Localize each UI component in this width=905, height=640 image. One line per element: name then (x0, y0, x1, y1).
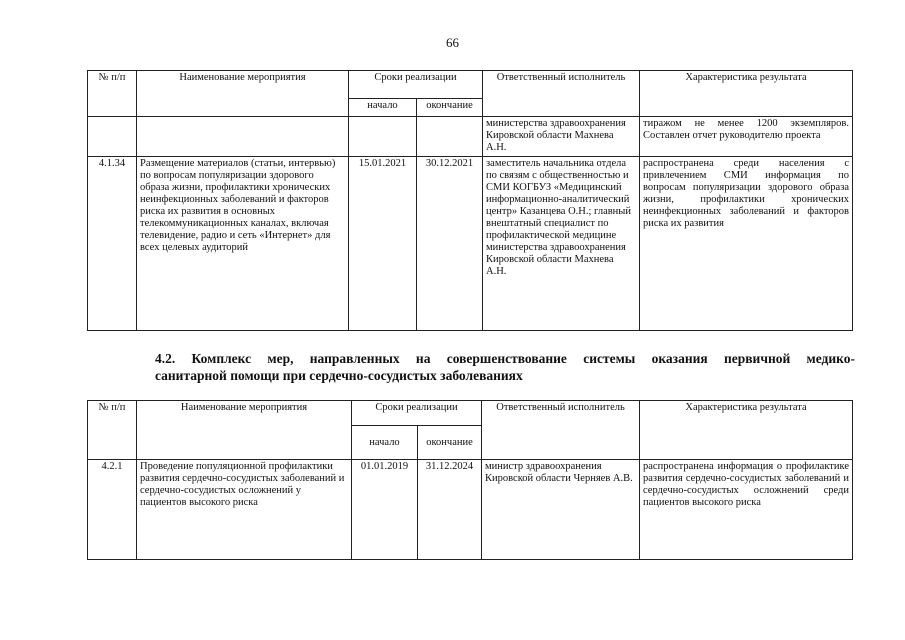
row-end: 31.12.2024 (418, 460, 482, 560)
section-heading-line1: 4.2. Комплекс мер, направленных на совершенствование системы оказания первичной медико- (155, 351, 855, 366)
measures-table-1 (87, 70, 853, 331)
row-result: тиражом не менее 1200 экземпляров. Составлен отчет руководителю проекта (640, 117, 853, 157)
row-responsible: заместитель начальника отдела по связям с общественностью и СМИ КОГБУЗ «Медицинский информационно-аналитический центр» Казанцева О.Н.; главный внештатный специалист по профилактической медицине министерства здравоохранения Кировской области Махнева А.Н. (483, 157, 640, 331)
header-name: Наименование мероприятия (137, 401, 352, 460)
section-heading (155, 350, 855, 384)
row-name: Размещение материалов (статьи, интервью) по вопросам популяризации здорового образа жизни, профилактики хронических неинфекционных заболеваний и факторов риска их развития в основных телекоммуникационных каналах, включая телевидение, радио и сеть «Интернет» для всех целевых аудиторий (137, 157, 349, 331)
header-end: окончание (417, 99, 483, 117)
header-end: окончание (418, 426, 482, 460)
row-num: 4.2.1 (88, 460, 137, 560)
table-row (88, 460, 853, 560)
header-responsible: Ответственный исполнитель (482, 401, 640, 460)
row-start: 15.01.2021 (349, 157, 417, 331)
row-responsible: министерства здравоохранения Кировской области Махнева А.Н. (483, 117, 640, 157)
page-number: 66 (446, 35, 459, 50)
row-end: 30.12.2021 (417, 157, 483, 331)
header-start: начало (352, 426, 418, 460)
header-result: Характеристика результата (640, 71, 853, 117)
row-num: 4.1.34 (88, 157, 137, 331)
header-period: Сроки реализации (349, 71, 483, 99)
section-heading-line2: санитарной помощи при сердечно-сосудистых заболеваниях (155, 368, 523, 383)
header-period: Сроки реализации (352, 401, 482, 426)
header-num: № п/п (88, 401, 137, 460)
row-responsible: министр здравоохранения Кировской области Черняев А.В. (482, 460, 640, 560)
row-result: распространена информация о профилактике развития сердечно-сосудистых заболеваний и сердечно-сосудистых осложнений среди пациентов высокого риска (640, 460, 853, 560)
header-num: № п/п (88, 71, 137, 117)
row-start: 01.01.2019 (352, 460, 418, 560)
row-result: распространена среди населения с привлечением СМИ информация по вопросам популяризации здорового образа жизни, профилактики хронических неинфекционных заболеваний и факторов риска их развития (640, 157, 853, 331)
header-name: Наименование мероприятия (137, 71, 349, 117)
header-result: Характеристика результата (640, 401, 853, 460)
row-name: Проведение популяционной профилактики развития сердечно-сосудистых заболеваний и сердечно-сосудистых осложнений у пациентов высокого риска (137, 460, 352, 560)
header-start: начало (349, 99, 417, 117)
header-responsible: Ответственный исполнитель (483, 71, 640, 117)
table-row (88, 157, 853, 331)
measures-table-2 (87, 400, 853, 560)
table-row (88, 117, 853, 157)
